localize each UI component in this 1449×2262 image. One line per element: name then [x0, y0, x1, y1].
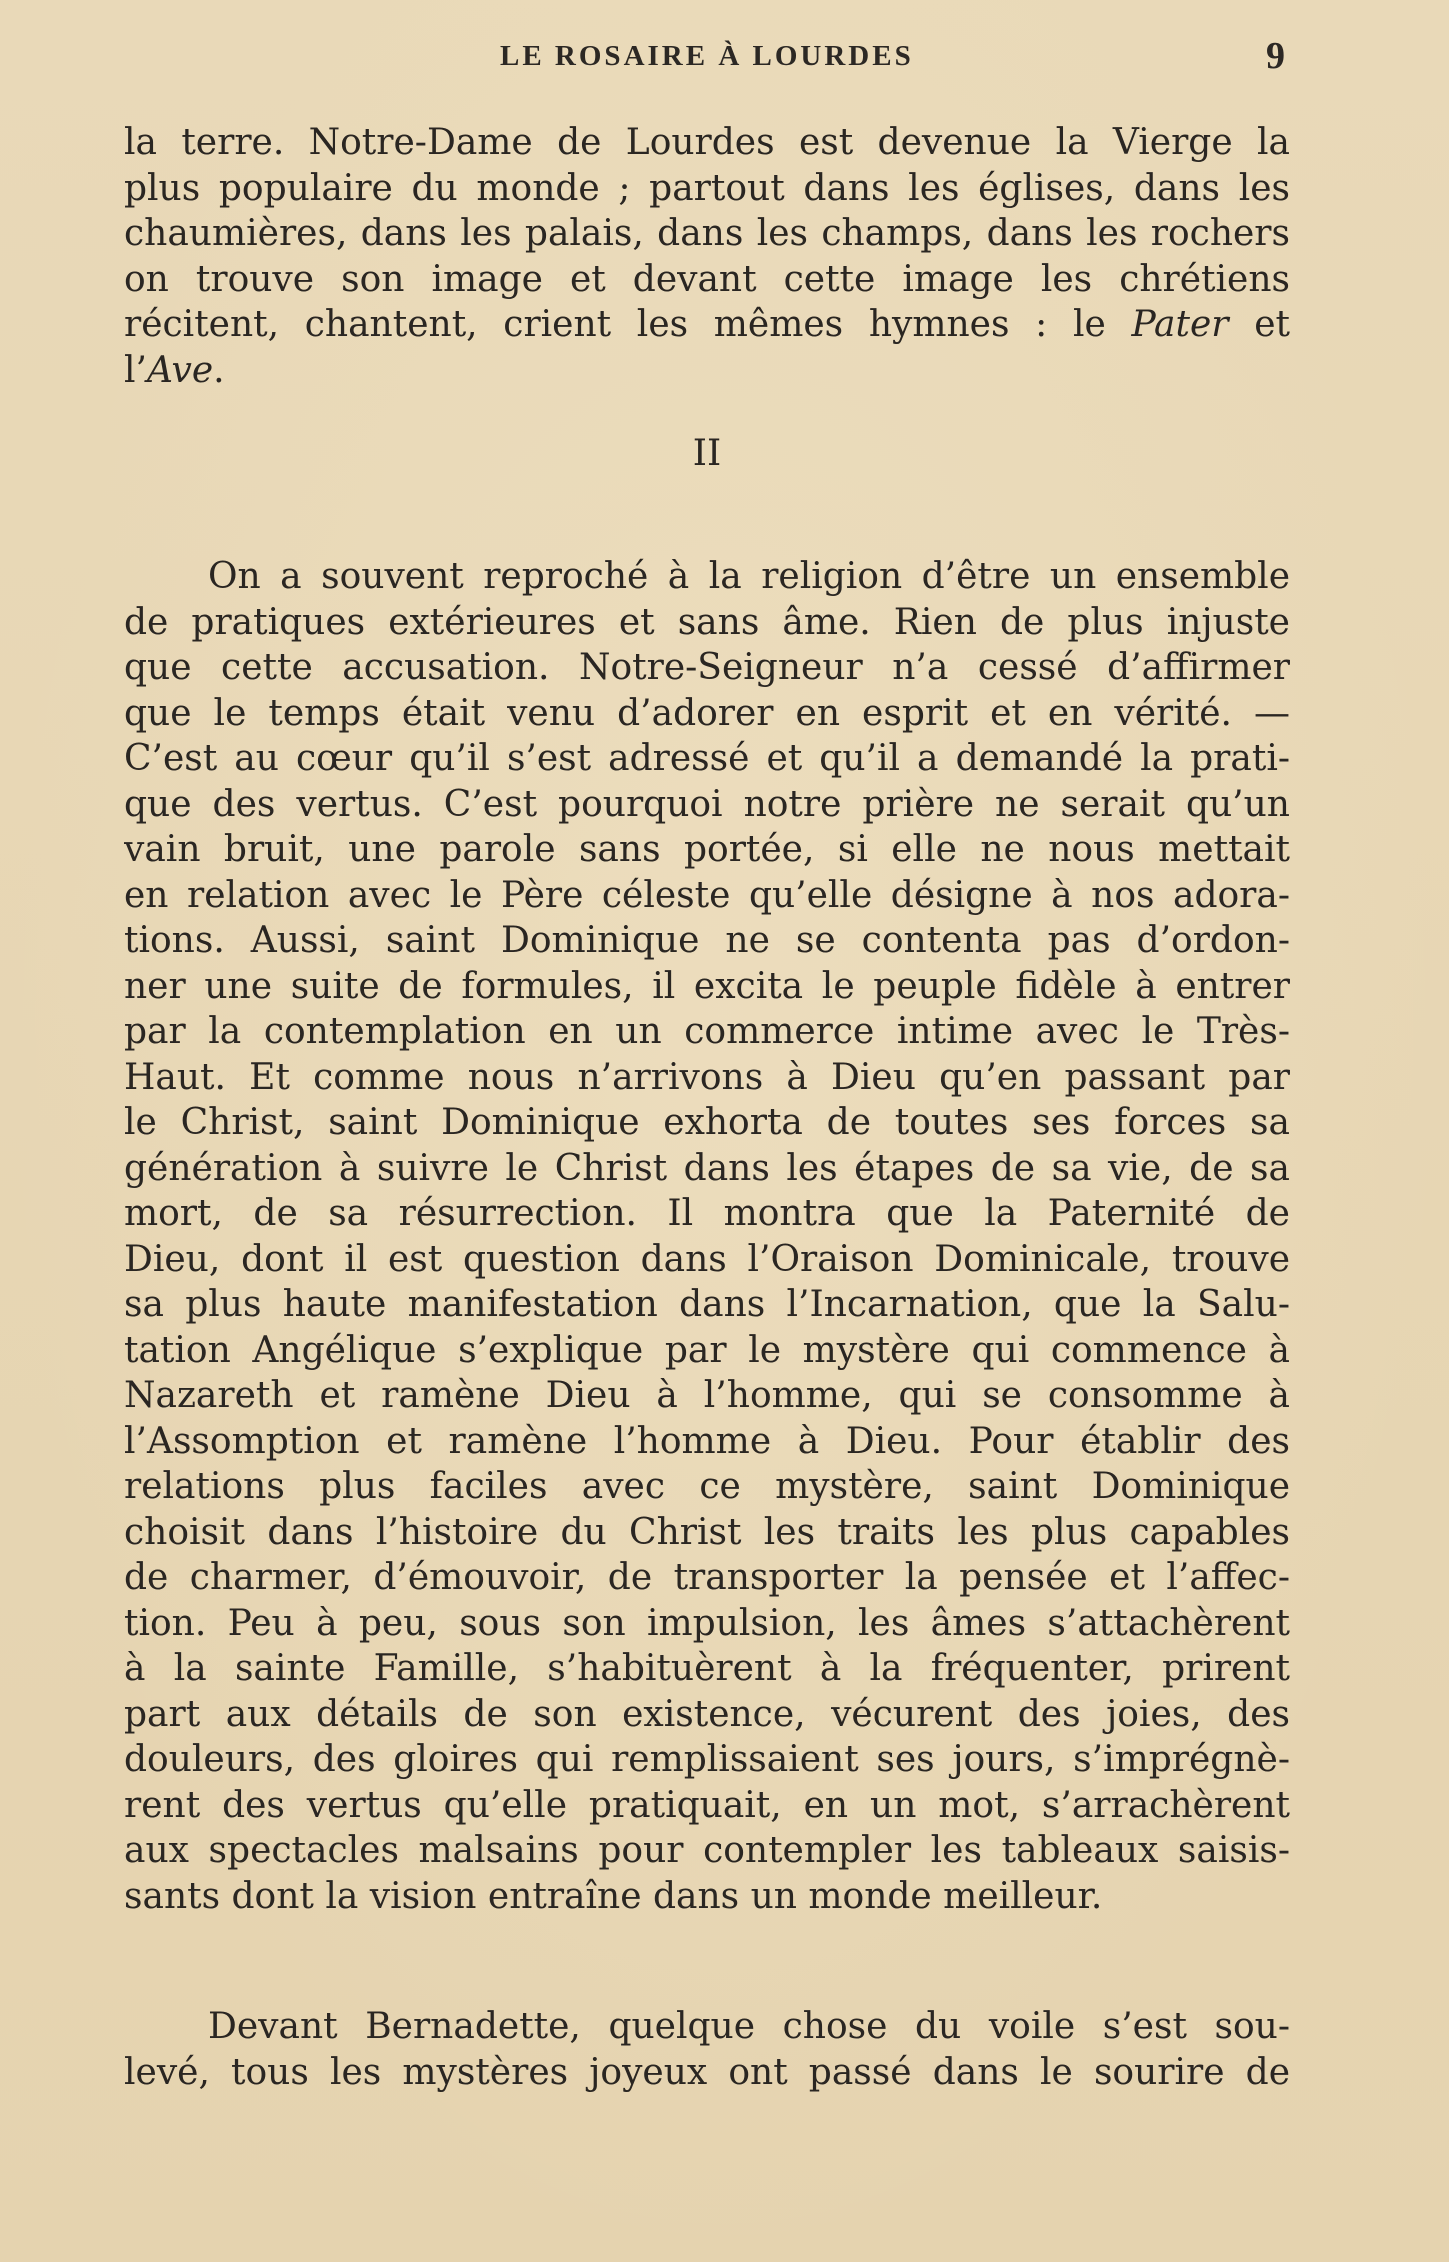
paragraph-2: [124, 2004, 1290, 2095]
text-line: mort, de sa résurrection. Il montra que la Paternité de: [124, 1193, 1290, 1234]
text-line: Dieu, dont il est question dans l’Oraison Dominicale, trouve: [124, 1238, 1290, 1280]
text-fragment-l: l’: [124, 349, 147, 391]
text-line: C’est au cœur qu’il s’est adressé et qu’il a demandé la prati-: [124, 738, 1290, 779]
text-fragment: récitent, chantent, crient les mêmes hymnes : le: [124, 304, 1106, 345]
text-line: choisit dans l’histoire du Christ les traits les plus capables: [124, 1511, 1290, 1553]
text-line: tion. Peu à peu, sous son impulsion, les âmes s’attachèrent: [124, 1602, 1290, 1644]
text-line: on trouve son image et devant cette image les chrétiens: [124, 258, 1290, 300]
text-line: part aux détails de son existence, vécurent des joies, des: [124, 1693, 1290, 1735]
text-line-with-ave: [124, 348, 1290, 394]
text-line: l’Assomption et ramène l’homme à Dieu. Pour établir des: [124, 1420, 1290, 1462]
text-line: On a souvent reproché à la religion d’être un ensemble: [208, 556, 1290, 597]
text-line: la terre. Notre-Dame de Lourdes est devenue la Vierge la: [124, 122, 1290, 163]
text-line: levé, tous les mystères joyeux ont passé dans le sourire de: [124, 2051, 1290, 2093]
paragraph-gap: [124, 1919, 1290, 2004]
text-line: Haut. Et comme nous n’arrivons à Dieu qu’en passant par: [124, 1056, 1290, 1098]
text-line: que des vertus. C’est pourquoi notre prière ne serait qu’un: [124, 783, 1290, 825]
section-number: II: [692, 433, 722, 474]
page-number: 9: [1266, 35, 1285, 77]
text-line: de charmer, d’émouvoir, de transporter la pensée et l’affec-: [124, 1557, 1290, 1598]
text-line: chaumières, dans les palais, dans les champs, dans les rochers: [124, 213, 1290, 254]
text-line: aux spectacles malsains pour contempler les tableaux saisis-: [124, 1830, 1290, 1871]
text-line: vain bruit, une parole sans portée, si elle ne nous mettait: [124, 829, 1290, 870]
text-line: plus populaire du monde ; partout dans les églises, dans les: [124, 167, 1290, 209]
text-line: douleurs, des gloires qui remplissaient ses jours, s’imprégnè-: [124, 1739, 1290, 1780]
text-line: tions. Aussi, saint Dominique ne se contenta pas d’ordon-: [124, 920, 1290, 961]
running-title: LE ROSAIRE À LOURDES: [500, 40, 914, 72]
paragraph-1: [124, 554, 1290, 1919]
text-line: relations plus faciles avec ce mystère, saint Dominique: [124, 1466, 1290, 1507]
text-line: Nazareth et ramène Dieu à l’homme, qui se consomme à: [124, 1375, 1290, 1416]
text-line: par la contemplation en un commerce intime avec le Très-: [124, 1011, 1290, 1052]
text-line: que le temps était venu d’adorer en esprit et en vérité. —: [124, 692, 1290, 734]
italic-word-ave: Ave: [146, 349, 214, 391]
text-line: de pratiques extérieures et sans âme. Rien de plus injuste: [124, 601, 1290, 643]
text-line: Devant Bernadette, quelque chose du voile s’est sou-: [208, 2006, 1290, 2047]
text-line: sants dont la vision entraîne dans un monde meilleur.: [124, 1875, 1103, 1917]
text-line: à la sainte Famille, s’habituèrent à la fréquenter, prirent: [124, 1648, 1290, 1689]
text-line: rent des vertus qu’elle pratiquait, en un mot, s’arrachèrent: [124, 1784, 1290, 1826]
text-line: que cette accusation. Notre-Seigneur n’a cessé d’affirmer: [124, 647, 1290, 688]
text-block: [124, 120, 1290, 2095]
text-fragment-period: .: [213, 349, 225, 391]
text-line: ner une suite de formules, il excita le peuple fidèle à entrer: [124, 965, 1290, 1007]
text-fragment-et: et: [1254, 304, 1290, 345]
text-line: sa plus haute manifestation dans l’Incarnation, que la Salu-: [124, 1284, 1290, 1325]
text-line-with-pater: [124, 302, 1290, 348]
text-line: en relation avec le Père céleste qu’elle désigne à nos adora-: [124, 874, 1290, 916]
text-line: le Christ, saint Dominique exhorta de toutes ses forces sa: [124, 1102, 1290, 1143]
text-line: tation Angélique s’explique par le mystère qui commence à: [124, 1329, 1290, 1371]
italic-word-pater: Pater: [1131, 304, 1229, 345]
running-head: [0, 35, 1449, 80]
text-line: génération à suivre le Christ dans les étapes de sa vie, de sa: [124, 1147, 1290, 1189]
